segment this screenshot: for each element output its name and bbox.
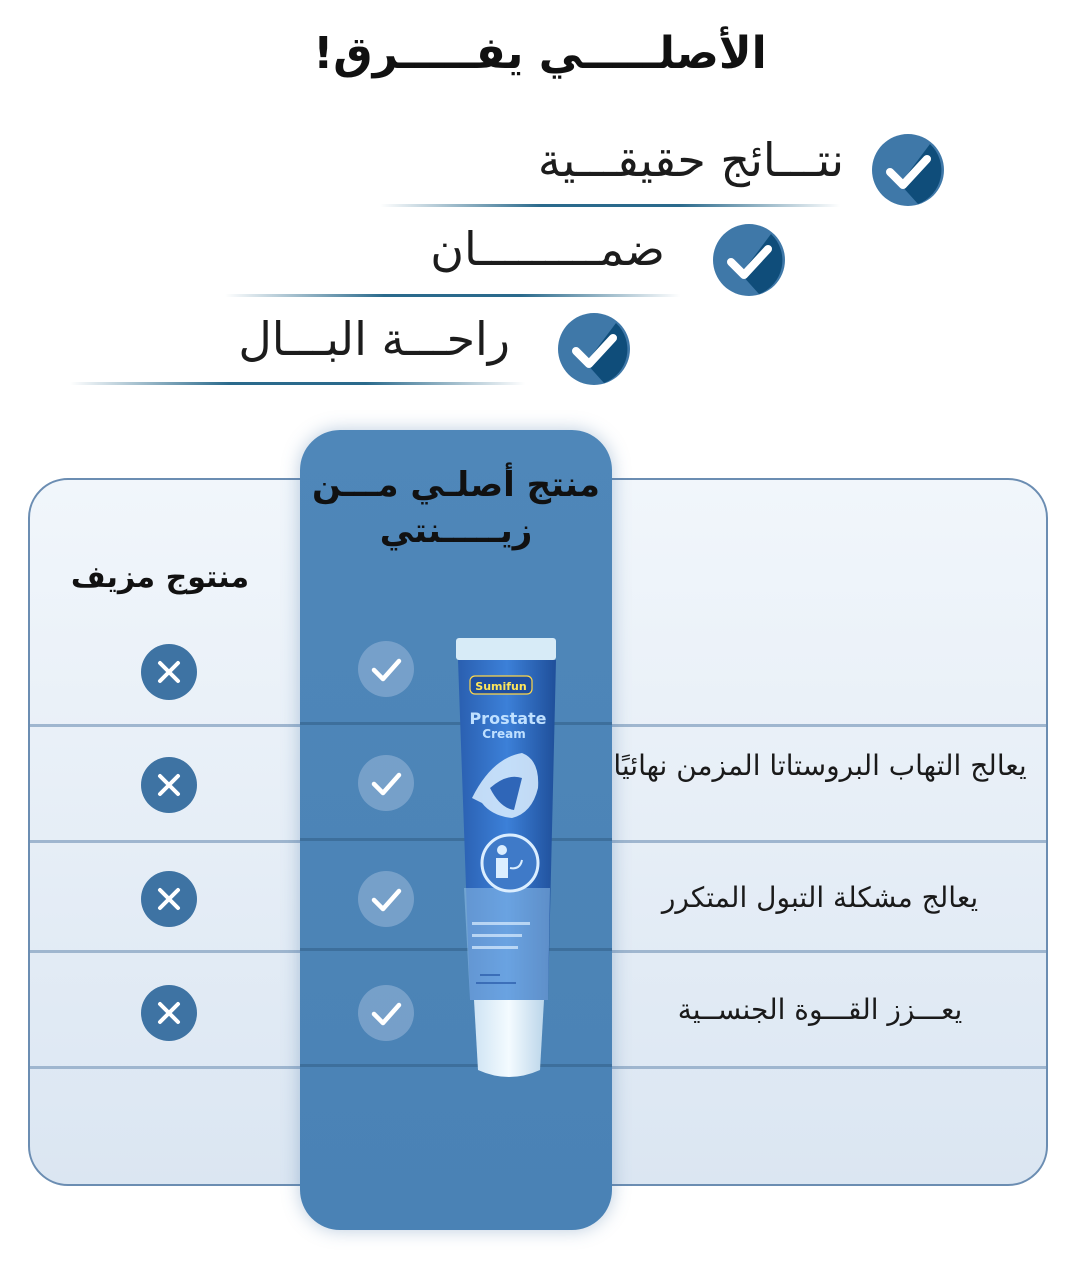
benefit-item-peace-of-mind	[70, 308, 650, 388]
page-headline: الأصلـــــي يفـــــرق!	[313, 28, 767, 79]
feature-label: يعـــزز القـــوة الجنســية	[677, 993, 963, 1026]
product-brand: Sumifun	[475, 680, 527, 693]
product-name-line1: Prostate	[469, 709, 547, 728]
cross-icon	[140, 643, 198, 701]
benefit-label: ضمـــــــــان	[430, 222, 665, 276]
original-product-title: منتج أصلـي مـــن زيـــــنتي	[312, 465, 600, 551]
feature-label: يعالج مشكلة التبول المتكرر	[661, 881, 979, 914]
benefit-item-results	[380, 128, 960, 208]
benefit-divider	[225, 294, 680, 297]
check-icon	[357, 754, 415, 812]
cross-icon	[140, 756, 198, 814]
feature-label: يعالج التهاب البروستاتا المزمن نهائيًا	[613, 749, 1027, 782]
benefit-divider	[380, 204, 840, 207]
benefit-item-guarantee	[225, 220, 805, 300]
check-icon	[357, 984, 415, 1042]
benefit-label: نتـــائج حقيقـــية	[537, 133, 844, 187]
cross-icon	[140, 984, 198, 1042]
fake-product-title: منتوج مزيف	[70, 560, 250, 595]
check-badge-icon	[711, 222, 787, 298]
check-badge-icon	[556, 311, 632, 387]
product-name-line2: Cream	[482, 727, 526, 741]
check-icon	[357, 870, 415, 928]
check-badge-icon	[870, 132, 946, 208]
benefit-label: راحـــة البـــال	[238, 312, 510, 366]
check-icon	[357, 640, 415, 698]
product-tube-image	[452, 638, 562, 1083]
benefit-divider	[70, 382, 525, 385]
cross-icon	[140, 870, 198, 928]
